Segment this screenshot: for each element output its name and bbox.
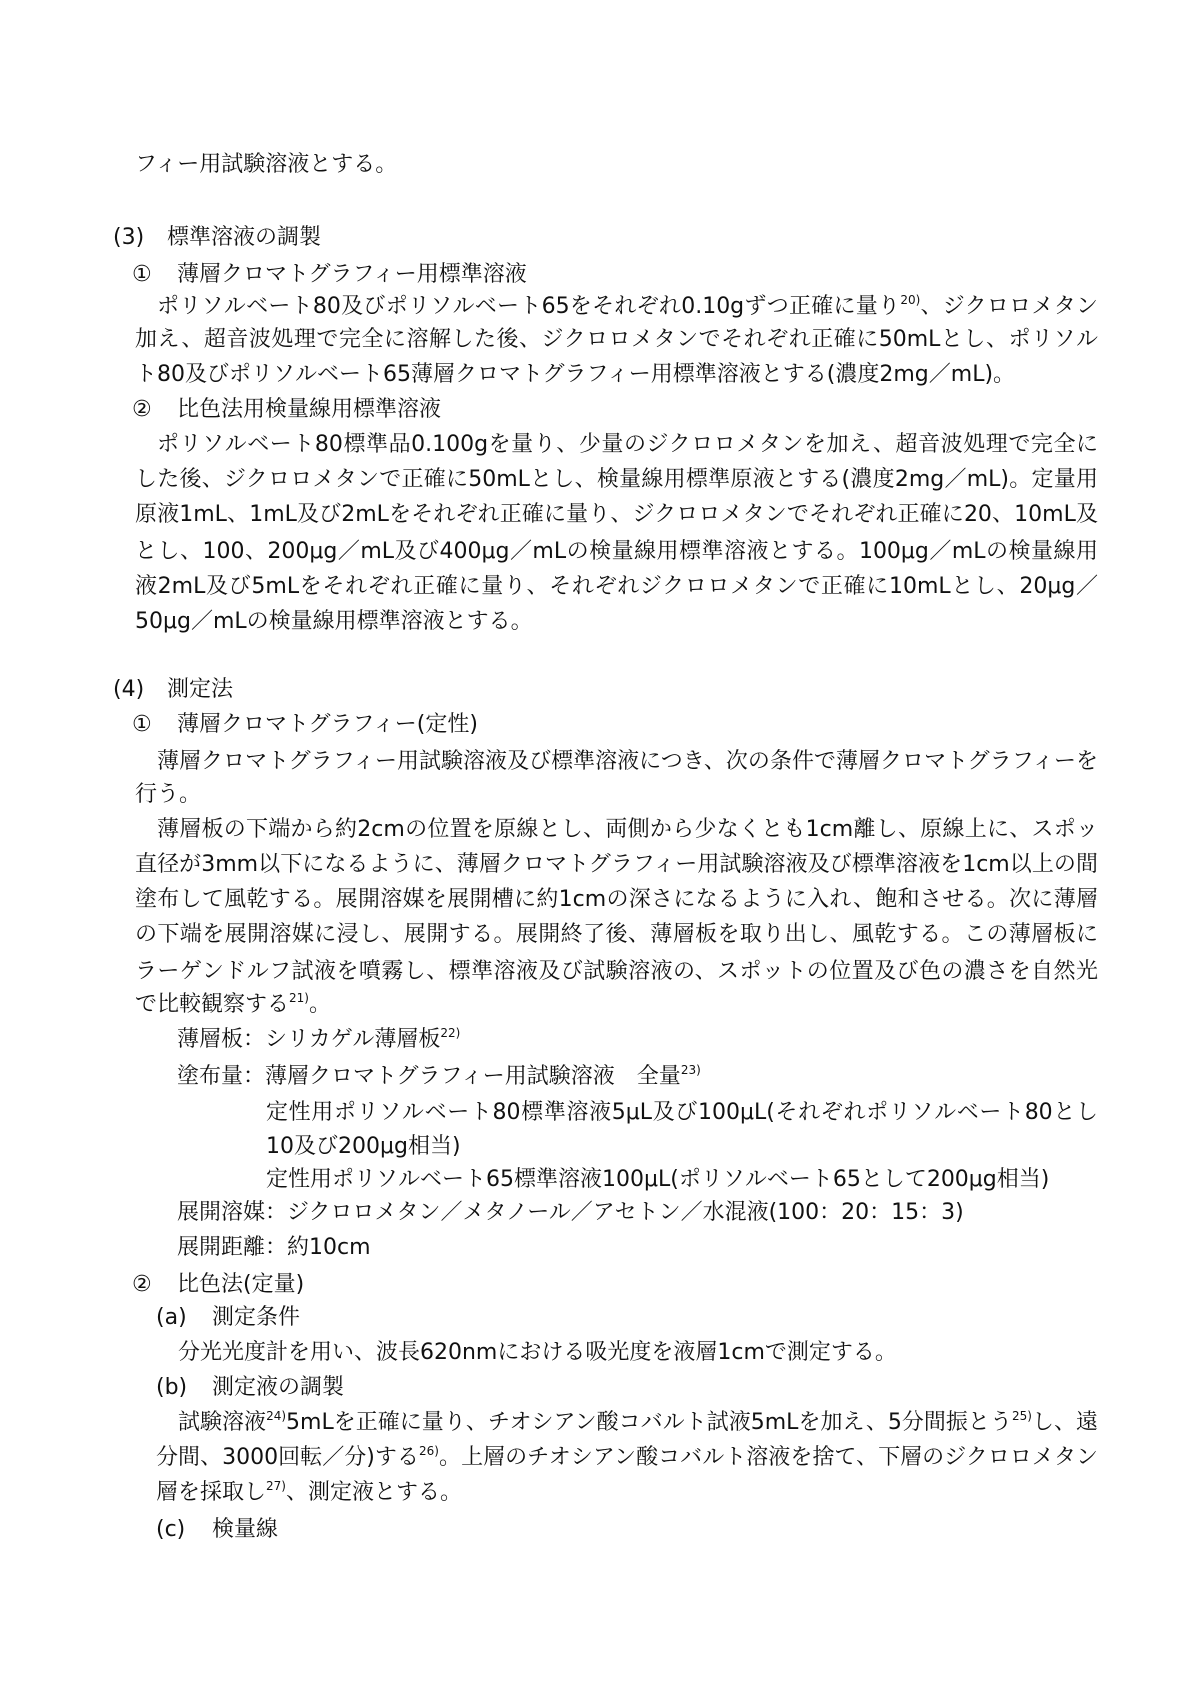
paragraph-line <box>178 1335 897 1371</box>
item-title: 測定条件 <box>212 1305 301 1330</box>
condition-plate <box>177 1022 460 1058</box>
condition-distance <box>177 1230 371 1266</box>
text: 試験溶液 <box>178 1410 267 1435</box>
subsection-title: 薄層クロマトグラフィー(定性) <box>177 712 478 737</box>
item-label: (b) <box>156 1375 188 1400</box>
paragraph-line <box>135 917 1098 953</box>
paragraph-line <box>178 1405 1098 1441</box>
item-title: 測定液の調製 <box>212 1375 345 1400</box>
subsection-heading <box>132 257 732 293</box>
subsection-heading <box>132 392 732 428</box>
footnote-ref: 26) <box>419 1444 439 1458</box>
section-title: 標準溶液の調製 <box>167 225 322 250</box>
paragraph-line <box>135 569 1098 605</box>
subsection-number: ② <box>132 1272 152 1297</box>
text: 定性用ポリソルベート65標準溶液100μL(ポリソルベート65として200μg相当) <box>266 1167 1050 1192</box>
footnote-ref: 22) <box>440 1026 461 1040</box>
paragraph-line <box>135 357 1015 393</box>
paragraph-line <box>156 1440 1098 1476</box>
subsection-title: 比色法(定量) <box>177 1272 305 1297</box>
text: 、ジクロロメタン <box>920 294 1098 319</box>
condition-solvent <box>177 1195 964 1231</box>
text: 展開距離：約10cm <box>177 1235 371 1260</box>
paragraph-line <box>135 987 331 1023</box>
text: 塗布量：薄層クロマトグラフィー用試験溶液 全量 <box>177 1064 681 1089</box>
text: 薄層板：シリカゲル薄層板 <box>177 1027 441 1052</box>
subsection-number: ① <box>132 262 152 287</box>
text: 定性用ポリソルベート80標準溶液5μL及び100μL(それぞれポリソルベート80とし <box>266 1100 1098 1125</box>
paragraph-line <box>135 322 1098 358</box>
paragraph-line <box>135 777 201 813</box>
section-heading-4 <box>113 672 513 708</box>
text: 行う。 <box>135 782 202 807</box>
paragraph-line <box>135 847 1098 883</box>
text: の下端を展開溶媒に浸し、展開する。展開終了後、薄層板を取り出し、風乾する。この薄層板に <box>135 922 1098 947</box>
text: 10及び200μg相当) <box>266 1134 461 1159</box>
subsection-heading <box>132 707 732 743</box>
text: ラーゲンドルフ試液を噴霧し、標準溶液及び試験溶液の、スポットの位置及び色の濃さを自然光 <box>135 959 1098 984</box>
condition-line <box>266 1095 1098 1131</box>
item-title: 検量線 <box>212 1517 279 1542</box>
text: 塗布して風乾する。展開溶媒を展開槽に約1cmの深さになるように入れ、飽和させる。次に薄層 <box>135 887 1098 912</box>
text: 、測定液とする。 <box>285 1480 462 1505</box>
text: した後、ジクロロメタンで正確に50mLとし、検量線用標準原液とする(濃度2mg／mL)。定量用 <box>135 467 1098 492</box>
item-label: (c) <box>156 1517 186 1542</box>
text: ポリソルベート80標準品0.100gを量り、少量のジクロロメタンを加え、超音波処理で完全に <box>157 432 1098 457</box>
footnote-ref: 21) <box>289 991 309 1005</box>
text: 。 <box>308 992 331 1017</box>
subsection-title: 薄層クロマトグラフィー用標準溶液 <box>177 262 527 287</box>
paragraph-line <box>135 147 397 183</box>
item-heading <box>156 1512 656 1548</box>
paragraph-line <box>157 812 1098 848</box>
text: 薄層板の下端から約2cmの位置を原線とし、両側から少なくとも1cm離し、原線上に、スポッ <box>157 817 1098 842</box>
condition-line <box>266 1129 461 1165</box>
paragraph-line <box>135 954 1098 990</box>
section-number: (4) <box>113 677 145 702</box>
text: 直径が3mm以下になるように、薄層クロマトグラフィー用試験溶液及び標準溶液を1cm以上の間 <box>135 852 1098 877</box>
subsection-title: 比色法用検量線用標準溶液 <box>177 397 442 422</box>
section-heading-3 <box>113 220 513 256</box>
footnote-ref: 27) <box>266 1479 286 1493</box>
text: ト80及びポリソルベート65薄層クロマトグラフィー用標準溶液とする(濃度2mg／mL)。 <box>135 362 1016 387</box>
text: 展開溶媒：ジクロロメタン／メタノール／アセトン／水混液(100：20：15：3) <box>177 1200 964 1225</box>
text: 液2mL及び5mLをそれぞれ正確に量り、それぞれジクロロメタンで正確に10mLとし、20μg／ <box>135 574 1098 599</box>
section-title: 測定法 <box>167 677 234 702</box>
subsection-number: ② <box>132 397 152 422</box>
paragraph-line <box>135 882 1098 918</box>
item-heading <box>156 1300 656 1336</box>
text: 。上層のチオシアン酸コバルト溶液を捨て、下層のジクロロメタン <box>438 1445 1098 1470</box>
paragraph-line <box>135 604 533 640</box>
text: 5mLを正確に量り、チオシアン酸コバルト試液5mLを加え、5分間振とう <box>286 1410 1012 1435</box>
paragraph-line <box>135 497 1098 533</box>
footnote-ref: 20) <box>900 293 921 307</box>
paragraph-line <box>156 1475 462 1511</box>
subsection-number: ① <box>132 712 152 737</box>
text: 層を採取し <box>156 1480 267 1505</box>
text: 50μg／mLの検量線用標準溶液とする。 <box>135 609 533 634</box>
text: ポリソルベート80及びポリソルベート65をそれぞれ0.10gずつ正確に量り <box>157 294 901 319</box>
text: 分間、3000回転／分)する <box>156 1445 420 1470</box>
text: フィー用試験溶液とする。 <box>135 152 398 177</box>
text: し、遠 <box>1031 1410 1098 1435</box>
text: 分光光度計を用い、波長620nmにおける吸光度を液層1cmで測定する。 <box>178 1340 897 1365</box>
paragraph-line <box>157 289 1098 325</box>
text: とし、100、200μg／mL及び400μg／mLの検量線用標準溶液とする。100μg／mLの検量線用 <box>135 539 1098 564</box>
item-heading <box>156 1370 656 1406</box>
subsection-heading <box>132 1267 732 1303</box>
condition-application-volume <box>177 1059 701 1095</box>
footnote-ref: 23) <box>680 1063 701 1077</box>
footnote-ref: 25) <box>1011 1409 1032 1423</box>
paragraph-line <box>157 427 1098 463</box>
paragraph-line <box>135 534 1098 570</box>
text: 原液1mL、1mL及び2mLをそれぞれ正確に量り、ジクロロメタンでそれぞれ正確に20、10mL及 <box>135 502 1098 527</box>
footnote-ref: 24) <box>266 1409 287 1423</box>
paragraph-line <box>135 462 1098 498</box>
text: で比較観察する <box>135 992 290 1017</box>
item-label: (a) <box>156 1305 187 1330</box>
condition-line <box>266 1162 1049 1198</box>
text: 加え、超音波処理で完全に溶解した後、ジクロロメタンでそれぞれ正確に50mLとし、ポリソル <box>135 327 1098 352</box>
paragraph-line <box>157 744 1098 780</box>
text: 薄層クロマトグラフィー用試験溶液及び標準溶液につき、次の条件で薄層クロマトグラフィーを <box>157 749 1098 774</box>
section-number: (3) <box>113 225 145 250</box>
